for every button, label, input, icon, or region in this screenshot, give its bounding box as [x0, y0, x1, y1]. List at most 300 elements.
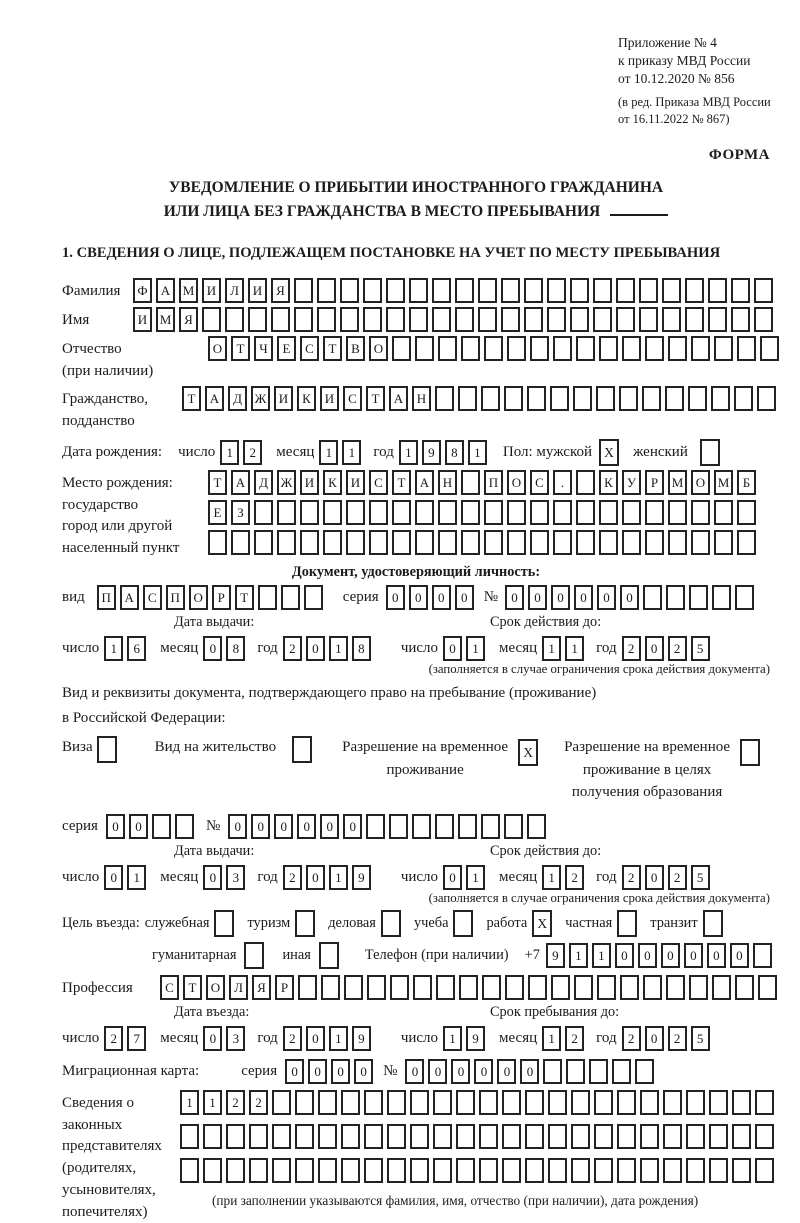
char-cell[interactable] [97, 736, 117, 763]
char-cell[interactable] [225, 307, 244, 332]
char-cell[interactable]: 0 [285, 1059, 304, 1084]
char-cell[interactable] [547, 307, 566, 332]
char-cell[interactable] [639, 307, 658, 332]
char-cell[interactable] [410, 1124, 429, 1149]
char-cell[interactable] [249, 1158, 268, 1183]
char-cell[interactable]: Е [277, 336, 296, 361]
char-cell[interactable]: 0 [497, 1059, 516, 1084]
char-cell[interactable]: Л [225, 278, 244, 303]
char-cell[interactable] [666, 975, 685, 1000]
char-cell[interactable] [410, 1090, 429, 1115]
char-cell[interactable] [571, 1124, 590, 1149]
char-cell[interactable]: 1 [220, 440, 239, 465]
char-cell[interactable]: 0 [645, 865, 664, 890]
char-cell[interactable] [703, 910, 723, 937]
char-cell[interactable]: 0 [331, 1059, 350, 1084]
char-cell[interactable] [573, 386, 592, 411]
char-cell[interactable] [553, 500, 572, 525]
char-cell[interactable] [711, 386, 730, 411]
char-cell[interactable]: 1 [127, 865, 146, 890]
char-cell[interactable] [363, 307, 382, 332]
char-cell[interactable] [318, 1090, 337, 1115]
char-cell[interactable] [576, 500, 595, 525]
char-cell[interactable]: 1 [565, 636, 584, 661]
char-cell[interactable] [323, 530, 342, 555]
char-cell[interactable] [530, 500, 549, 525]
char-cell[interactable] [731, 278, 750, 303]
char-cell[interactable] [481, 386, 500, 411]
char-cell[interactable] [254, 500, 273, 525]
char-cell[interactable] [663, 1090, 682, 1115]
char-cell[interactable] [244, 942, 264, 969]
char-cell[interactable] [455, 278, 474, 303]
char-cell[interactable] [387, 1090, 406, 1115]
char-cell[interactable]: А [389, 386, 408, 411]
char-cell[interactable] [461, 336, 480, 361]
char-cell[interactable] [645, 500, 664, 525]
char-cell[interactable] [392, 336, 411, 361]
char-cell[interactable] [432, 278, 451, 303]
char-cell[interactable] [502, 1124, 521, 1149]
char-cell[interactable] [712, 585, 731, 610]
char-cell[interactable] [317, 307, 336, 332]
char-cell[interactable] [617, 1090, 636, 1115]
char-cell[interactable] [461, 530, 480, 555]
char-cell[interactable] [369, 500, 388, 525]
char-cell[interactable]: А [156, 278, 175, 303]
char-cell[interactable] [453, 910, 473, 937]
char-cell[interactable] [504, 386, 523, 411]
char-cell[interactable]: Б [737, 470, 756, 495]
char-cell[interactable] [203, 1158, 222, 1183]
char-cell[interactable]: Ч [254, 336, 273, 361]
char-cell[interactable] [662, 278, 681, 303]
char-cell[interactable]: С [160, 975, 179, 1000]
char-cell[interactable]: 0 [104, 865, 123, 890]
char-cell[interactable]: 2 [668, 1026, 687, 1051]
char-cell[interactable] [737, 336, 756, 361]
char-cell[interactable] [386, 307, 405, 332]
char-cell[interactable] [344, 975, 363, 1000]
char-cell[interactable]: X [532, 910, 552, 937]
char-cell[interactable] [300, 530, 319, 555]
char-cell[interactable]: 0 [443, 865, 462, 890]
char-cell[interactable]: И [248, 278, 267, 303]
char-cell[interactable]: 2 [104, 1026, 123, 1051]
char-cell[interactable]: К [297, 386, 316, 411]
char-cell[interactable]: К [323, 470, 342, 495]
char-cell[interactable] [547, 278, 566, 303]
char-cell[interactable] [576, 470, 595, 495]
char-cell[interactable] [732, 1124, 751, 1149]
char-cell[interactable]: Ж [277, 470, 296, 495]
char-cell[interactable] [392, 500, 411, 525]
char-cell[interactable] [381, 910, 401, 937]
char-cell[interactable] [617, 1124, 636, 1149]
char-cell[interactable] [318, 1158, 337, 1183]
char-cell[interactable]: А [415, 470, 434, 495]
char-cell[interactable] [689, 975, 708, 1000]
char-cell[interactable] [666, 585, 685, 610]
char-cell[interactable] [438, 500, 457, 525]
char-cell[interactable]: 0 [203, 865, 222, 890]
char-cell[interactable]: 0 [251, 814, 270, 839]
char-cell[interactable]: Т [183, 975, 202, 1000]
char-cell[interactable] [295, 1090, 314, 1115]
char-cell[interactable] [412, 814, 431, 839]
char-cell[interactable] [364, 1158, 383, 1183]
char-cell[interactable] [410, 1158, 429, 1183]
char-cell[interactable]: 2 [622, 865, 641, 890]
char-cell[interactable]: Я [271, 278, 290, 303]
char-cell[interactable] [481, 814, 500, 839]
char-cell[interactable]: 1 [203, 1090, 222, 1115]
char-cell[interactable]: Д [254, 470, 273, 495]
char-cell[interactable] [548, 1124, 567, 1149]
char-cell[interactable]: 3 [226, 865, 245, 890]
char-cell[interactable] [645, 336, 664, 361]
char-cell[interactable] [501, 278, 520, 303]
char-cell[interactable]: 3 [226, 1026, 245, 1051]
char-cell[interactable] [668, 500, 687, 525]
char-cell[interactable] [640, 1124, 659, 1149]
char-cell[interactable] [478, 307, 497, 332]
char-cell[interactable] [298, 975, 317, 1000]
char-cell[interactable]: Л [229, 975, 248, 1000]
char-cell[interactable] [571, 1090, 590, 1115]
char-cell[interactable] [616, 307, 635, 332]
char-cell[interactable] [734, 386, 753, 411]
char-cell[interactable] [272, 1090, 291, 1115]
char-cell[interactable] [570, 307, 589, 332]
char-cell[interactable]: 2 [565, 1026, 584, 1051]
char-cell[interactable]: Т [231, 336, 250, 361]
char-cell[interactable] [594, 1090, 613, 1115]
char-cell[interactable]: С [530, 470, 549, 495]
char-cell[interactable] [363, 278, 382, 303]
char-cell[interactable] [709, 1124, 728, 1149]
char-cell[interactable]: 1 [329, 636, 348, 661]
char-cell[interactable]: П [97, 585, 116, 610]
char-cell[interactable] [341, 1090, 360, 1115]
char-cell[interactable]: 0 [129, 814, 148, 839]
char-cell[interactable] [619, 386, 638, 411]
char-cell[interactable] [754, 278, 773, 303]
char-cell[interactable] [594, 1124, 613, 1149]
char-cell[interactable]: 1 [466, 636, 485, 661]
char-cell[interactable] [524, 278, 543, 303]
char-cell[interactable] [231, 530, 250, 555]
char-cell[interactable] [484, 500, 503, 525]
char-cell[interactable]: 0 [306, 865, 325, 890]
char-cell[interactable]: О [369, 336, 388, 361]
char-cell[interactable]: 1 [399, 440, 418, 465]
char-cell[interactable] [409, 278, 428, 303]
char-cell[interactable] [415, 500, 434, 525]
char-cell[interactable] [635, 1059, 654, 1084]
char-cell[interactable] [645, 530, 664, 555]
char-cell[interactable]: 0 [432, 585, 451, 610]
char-cell[interactable]: 1 [329, 1026, 348, 1051]
char-cell[interactable] [277, 500, 296, 525]
char-cell[interactable] [737, 530, 756, 555]
char-cell[interactable] [415, 336, 434, 361]
char-cell[interactable] [369, 530, 388, 555]
char-cell[interactable]: 1 [319, 440, 338, 465]
char-cell[interactable] [708, 307, 727, 332]
char-cell[interactable] [617, 1158, 636, 1183]
char-cell[interactable]: 9 [422, 440, 441, 465]
char-cell[interactable] [714, 530, 733, 555]
char-cell[interactable]: 2 [283, 636, 302, 661]
char-cell[interactable]: 0 [730, 943, 749, 968]
char-cell[interactable] [392, 530, 411, 555]
char-cell[interactable] [643, 585, 662, 610]
char-cell[interactable]: 2 [668, 636, 687, 661]
char-cell[interactable] [709, 1090, 728, 1115]
char-cell[interactable] [214, 910, 234, 937]
char-cell[interactable]: 2 [243, 440, 262, 465]
char-cell[interactable] [574, 975, 593, 1000]
char-cell[interactable]: О [691, 470, 710, 495]
char-cell[interactable] [688, 386, 707, 411]
char-cell[interactable] [479, 1124, 498, 1149]
char-cell[interactable] [527, 386, 546, 411]
char-cell[interactable] [612, 1059, 631, 1084]
char-cell[interactable] [548, 1158, 567, 1183]
char-cell[interactable] [272, 1158, 291, 1183]
char-cell[interactable]: 2 [249, 1090, 268, 1115]
char-cell[interactable]: 0 [505, 585, 524, 610]
char-cell[interactable] [292, 736, 312, 763]
char-cell[interactable] [760, 336, 779, 361]
char-cell[interactable] [525, 1158, 544, 1183]
char-cell[interactable]: 0 [451, 1059, 470, 1084]
char-cell[interactable] [366, 814, 385, 839]
char-cell[interactable] [735, 585, 754, 610]
char-cell[interactable]: 5 [691, 636, 710, 661]
char-cell[interactable]: 6 [127, 636, 146, 661]
char-cell[interactable] [202, 307, 221, 332]
char-cell[interactable] [456, 1124, 475, 1149]
char-cell[interactable]: Р [645, 470, 664, 495]
char-cell[interactable]: 8 [445, 440, 464, 465]
char-cell[interactable]: Ф [133, 278, 152, 303]
char-cell[interactable]: И [133, 307, 152, 332]
char-cell[interactable] [525, 1124, 544, 1149]
char-cell[interactable]: 0 [228, 814, 247, 839]
char-cell[interactable]: 0 [343, 814, 362, 839]
char-cell[interactable] [180, 1158, 199, 1183]
char-cell[interactable]: 1 [542, 1026, 561, 1051]
char-cell[interactable]: 5 [691, 865, 710, 890]
char-cell[interactable] [576, 530, 595, 555]
char-cell[interactable]: Т [366, 386, 385, 411]
char-cell[interactable]: П [484, 470, 503, 495]
char-cell[interactable] [389, 814, 408, 839]
char-cell[interactable] [226, 1158, 245, 1183]
char-cell[interactable] [754, 307, 773, 332]
char-cell[interactable] [433, 1158, 452, 1183]
char-cell[interactable] [714, 500, 733, 525]
char-cell[interactable] [436, 975, 455, 1000]
char-cell[interactable] [459, 975, 478, 1000]
char-cell[interactable]: . [553, 470, 572, 495]
char-cell[interactable]: 5 [691, 1026, 710, 1051]
char-cell[interactable]: С [300, 336, 319, 361]
char-cell[interactable]: 0 [645, 1026, 664, 1051]
char-cell[interactable] [390, 975, 409, 1000]
char-cell[interactable] [295, 910, 315, 937]
char-cell[interactable]: 0 [684, 943, 703, 968]
char-cell[interactable]: 1 [443, 1026, 462, 1051]
char-cell[interactable] [271, 307, 290, 332]
char-cell[interactable]: 2 [622, 1026, 641, 1051]
char-cell[interactable]: 0 [443, 636, 462, 661]
char-cell[interactable] [415, 530, 434, 555]
char-cell[interactable]: 1 [342, 440, 361, 465]
char-cell[interactable] [732, 1158, 751, 1183]
char-cell[interactable] [433, 1124, 452, 1149]
char-cell[interactable]: 0 [274, 814, 293, 839]
char-cell[interactable] [295, 1124, 314, 1149]
char-cell[interactable] [686, 1124, 705, 1149]
char-cell[interactable]: И [202, 278, 221, 303]
char-cell[interactable] [753, 943, 772, 968]
char-cell[interactable] [281, 585, 300, 610]
char-cell[interactable] [620, 975, 639, 1000]
char-cell[interactable]: 0 [354, 1059, 373, 1084]
char-cell[interactable] [461, 470, 480, 495]
char-cell[interactable]: А [205, 386, 224, 411]
char-cell[interactable] [731, 307, 750, 332]
char-cell[interactable] [341, 1158, 360, 1183]
char-cell[interactable] [593, 307, 612, 332]
char-cell[interactable] [456, 1090, 475, 1115]
char-cell[interactable] [663, 1158, 682, 1183]
char-cell[interactable]: М [179, 278, 198, 303]
char-cell[interactable] [340, 278, 359, 303]
char-cell[interactable] [208, 530, 227, 555]
char-cell[interactable] [622, 530, 641, 555]
char-cell[interactable]: И [320, 386, 339, 411]
char-cell[interactable] [409, 307, 428, 332]
char-cell[interactable]: 9 [352, 1026, 371, 1051]
char-cell[interactable]: О [507, 470, 526, 495]
char-cell[interactable] [665, 386, 684, 411]
char-cell[interactable] [317, 278, 336, 303]
char-cell[interactable] [668, 530, 687, 555]
char-cell[interactable]: 9 [546, 943, 565, 968]
char-cell[interactable]: 0 [574, 585, 593, 610]
char-cell[interactable]: 2 [565, 865, 584, 890]
char-cell[interactable]: О [206, 975, 225, 1000]
char-cell[interactable]: 0 [386, 585, 405, 610]
char-cell[interactable]: 1 [592, 943, 611, 968]
char-cell[interactable] [548, 1090, 567, 1115]
char-cell[interactable] [643, 975, 662, 1000]
char-cell[interactable] [553, 336, 572, 361]
char-cell[interactable]: 0 [615, 943, 634, 968]
char-cell[interactable]: А [231, 470, 250, 495]
char-cell[interactable]: З [231, 500, 250, 525]
char-cell[interactable]: 0 [707, 943, 726, 968]
char-cell[interactable] [689, 585, 708, 610]
char-cell[interactable] [685, 278, 704, 303]
char-cell[interactable] [435, 814, 454, 839]
char-cell[interactable]: Е [208, 500, 227, 525]
char-cell[interactable] [593, 278, 612, 303]
char-cell[interactable] [180, 1124, 199, 1149]
char-cell[interactable] [455, 307, 474, 332]
char-cell[interactable] [527, 814, 546, 839]
char-cell[interactable]: 0 [474, 1059, 493, 1084]
char-cell[interactable]: 2 [283, 865, 302, 890]
char-cell[interactable]: 0 [597, 585, 616, 610]
char-cell[interactable] [566, 1059, 585, 1084]
char-cell[interactable]: Н [438, 470, 457, 495]
char-cell[interactable] [254, 530, 273, 555]
char-cell[interactable] [732, 1090, 751, 1115]
char-cell[interactable] [341, 1124, 360, 1149]
char-cell[interactable]: П [166, 585, 185, 610]
char-cell[interactable] [277, 530, 296, 555]
char-cell[interactable]: Т [208, 470, 227, 495]
char-cell[interactable] [435, 386, 454, 411]
char-cell[interactable]: 0 [620, 585, 639, 610]
char-cell[interactable] [685, 307, 704, 332]
char-cell[interactable]: И [274, 386, 293, 411]
char-cell[interactable] [599, 336, 618, 361]
char-cell[interactable] [248, 307, 267, 332]
char-cell[interactable]: Т [235, 585, 254, 610]
char-cell[interactable] [482, 975, 501, 1000]
char-cell[interactable] [432, 307, 451, 332]
char-cell[interactable]: 0 [551, 585, 570, 610]
char-cell[interactable] [438, 530, 457, 555]
char-cell[interactable]: И [300, 470, 319, 495]
char-cell[interactable] [708, 278, 727, 303]
char-cell[interactable] [479, 1090, 498, 1115]
char-cell[interactable]: А [120, 585, 139, 610]
char-cell[interactable]: 1 [180, 1090, 199, 1115]
char-cell[interactable] [484, 336, 503, 361]
char-cell[interactable] [594, 1158, 613, 1183]
char-cell[interactable] [714, 336, 733, 361]
char-cell[interactable] [525, 1090, 544, 1115]
char-cell[interactable] [576, 336, 595, 361]
char-cell[interactable]: 8 [226, 636, 245, 661]
char-cell[interactable]: О [208, 336, 227, 361]
char-cell[interactable] [346, 530, 365, 555]
char-cell[interactable] [346, 500, 365, 525]
char-cell[interactable] [550, 386, 569, 411]
char-cell[interactable]: М [714, 470, 733, 495]
char-cell[interactable] [507, 500, 526, 525]
char-cell[interactable] [757, 386, 776, 411]
char-cell[interactable]: И [346, 470, 365, 495]
char-cell[interactable] [686, 1158, 705, 1183]
char-cell[interactable] [203, 1124, 222, 1149]
char-cell[interactable]: 2 [668, 865, 687, 890]
char-cell[interactable]: Ж [251, 386, 270, 411]
char-cell[interactable]: В [346, 336, 365, 361]
char-cell[interactable] [622, 336, 641, 361]
char-cell[interactable] [294, 307, 313, 332]
char-cell[interactable] [553, 530, 572, 555]
char-cell[interactable] [691, 530, 710, 555]
char-cell[interactable] [642, 386, 661, 411]
